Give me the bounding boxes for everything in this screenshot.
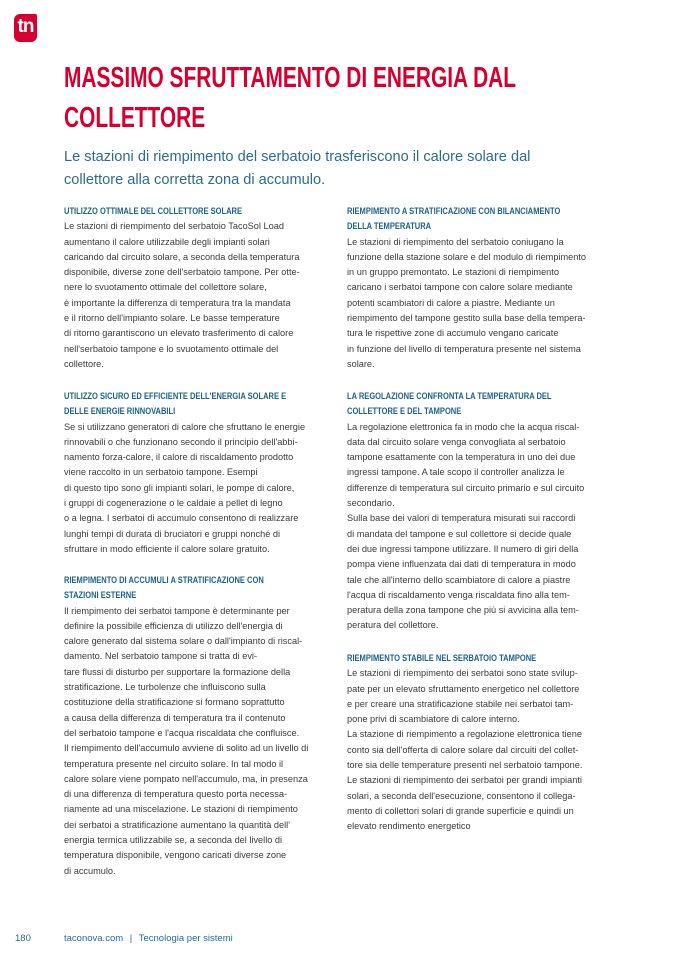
body-text-line: sfruttare in modo efficiente il calore solare gratuito. xyxy=(64,543,270,554)
body-text-line: conto sia dell'offerta di calore solare dal circuiti del collet- xyxy=(347,744,579,755)
body-text-line: temperatura presente nel circuito solare. In tal modo il xyxy=(64,758,284,769)
body-text-line: di mandata del tampone e sul collettore si decide quale xyxy=(347,528,572,539)
body-text-line: stratificazione. Le turbolenze che influiscono sulla xyxy=(64,682,266,693)
body-text-line: La stazione di riempimento a regolazione elettronica tiene xyxy=(347,729,582,740)
body-text-line: o a legna. I serbatoi di accumulo consentono di realizzare xyxy=(64,513,299,524)
body-text-line: tura le rispettive zone di accumulo vengano caricate xyxy=(347,328,559,339)
body-text-line: elevato rendimento energetico xyxy=(347,821,471,832)
body-text-line: riempimento del tampone gestito sulla base della tempera- xyxy=(347,313,586,324)
section-accumuli-stratificazione xyxy=(64,573,344,879)
section-heading xyxy=(64,404,344,419)
section-heading xyxy=(347,219,627,234)
section-heading xyxy=(347,389,627,404)
section-heading xyxy=(347,651,627,666)
body-text-line: solare. xyxy=(347,358,375,369)
body-text-line: in funzione del livello di temperatura presente nel sistema xyxy=(347,343,581,354)
section-heading-line: DELLA TEMPERATURA xyxy=(347,221,432,232)
body-text-line: di una differenza di temperatura questo porta necessa- xyxy=(64,789,288,800)
section-heading-line: DELLE ENERGIE RINNOVABILI xyxy=(64,406,176,417)
body-text-line: Le stazioni di riempimento del serbatoio coniugano la xyxy=(347,236,564,247)
body-text-line: a causa della differenza di temperatura tra il contenuto xyxy=(64,712,286,723)
body-text-line: calore generato dal sistema solare o dall'impianto di riscal- xyxy=(64,636,303,647)
section-utilizzo-ottimale xyxy=(64,204,344,372)
body-text-line: mento di collettori solari di grande superficie e quindi un xyxy=(347,805,574,816)
body-text-line: caricano i serbatoi tampone con calore solare mediante xyxy=(347,282,573,293)
body-text-line: del serbatoio tampone e l'acqua riscaldata che confluisce. xyxy=(64,727,300,738)
body-text-line: La regolazione elettronica fa in modo che la acqua riscal- xyxy=(347,421,580,432)
body-text-line: ingressi tampone. A tale scopo il controller analizza le xyxy=(347,467,565,478)
body-text-line: nell'serbatoio tampone e lo svuotamento ottimale del xyxy=(64,343,279,354)
body-text-line: è importante la differenza di temperatura tra la mandata xyxy=(64,297,291,308)
section-heading-line: UTILIZZO SICURO ED EFFICIENTE DELL'ENERGIA SOLARE E xyxy=(64,391,287,401)
logo-text: tn xyxy=(17,16,34,37)
body-text-line: data dal circuito solare venga convogliata al serbatoio xyxy=(347,436,566,447)
body-text-line: disponibile, diverse zone dell'serbatoio tampone. Per otte- xyxy=(64,267,300,278)
body-text-line: i gruppi di cogenerazione o le caldaie a pellet di legno xyxy=(64,498,283,509)
body-text-line: viene raccolto in un serbatoio tampone. Esempi xyxy=(64,467,258,478)
body-text-line: energia termica utilizzabile se, a seconda del livello di xyxy=(64,835,283,846)
section-regolazione xyxy=(347,389,627,634)
footer-separator: | xyxy=(129,933,133,944)
body-text-line: pompa viene influenzata dai dati di temperatura in modo xyxy=(347,559,576,570)
section-heading xyxy=(347,204,627,219)
body-text-line: dei due ingressi tampone utilizzare. Il numero di giri della xyxy=(347,543,579,554)
section-heading-line: LA REGOLAZIONE CONFRONTA LA TEMPERATURA DEL xyxy=(347,391,552,401)
subtitle-line: collettore alla corretta zona di accumulo. xyxy=(64,172,326,188)
body-text-line: Le stazioni di riempimento dei serbatoi sono state svilup- xyxy=(347,668,578,679)
body-text-line: namento forza-calore, il calore di riscaldamento prodotto xyxy=(64,452,294,463)
body-text-line: in un gruppo premontato. Le stazioni di riempimento xyxy=(347,267,559,278)
body-text-line: potenti scambiatori di calore a piastre. Mediante un xyxy=(347,297,555,308)
body-text-line: lunghi tempi di durata di bruciatori e gruppi nonché di xyxy=(64,528,281,539)
page-title xyxy=(64,58,677,138)
body-text-line: calore solare viene pompato nell'accumulo, ma, in presenza xyxy=(64,773,308,784)
body-text-line: e il ritorno dell'impianto solare. Le basse temperature xyxy=(64,313,280,324)
body-text-line: rinnovabili o che funzionano secondo il principio dell'abbi- xyxy=(64,436,298,447)
body-text-line: Se si utilizzano generatori di calore che sfruttano le energie xyxy=(64,421,306,432)
page-number: 180 xyxy=(15,933,31,944)
body-text-line: tore sia delle temperature presenti nel serbatoio tampone. xyxy=(347,760,583,771)
body-text-line: peratura della zona tampone che più si avvicina alla tem- xyxy=(347,605,579,616)
page-subtitle xyxy=(64,146,530,192)
section-heading xyxy=(64,389,344,404)
body-text-line: tampone esattamente con la temperatura in uno dei due xyxy=(347,452,576,463)
body-text-line: differenze di temperatura sul circuito primario e sul circuito xyxy=(347,482,585,493)
body-text-line: di questo tipo sono gli impianti solari, le pompe di calore, xyxy=(64,482,295,493)
body-text-line: Il riempimento dell'accumulo avviene di solito ad un livello di xyxy=(64,743,309,754)
body-text-line: peratura del collettore. xyxy=(347,620,439,631)
section-heading-line: RIEMPIMENTO DI ACCUMULI A STRATIFICAZIONE CON xyxy=(64,575,264,585)
title-line: COLLETTORE xyxy=(64,102,206,134)
subtitle-line: Le stazioni di riempimento del serbatoio trasferiscono il calore solare dal xyxy=(64,149,531,165)
body-text-line: costituzione della stratificazione si formano soprattutto xyxy=(64,697,285,708)
body-text-line: aumentano il calore utilizzabile degli impianti solari xyxy=(64,236,270,247)
body-text-line: Le stazioni di riempimento dei serbatoi per grandi impianti xyxy=(347,775,582,786)
footer-site-link[interactable]: taconova.com xyxy=(64,933,124,944)
section-heading-line: UTILIZZO OTTIMALE DEL COLLETTORE SOLARE xyxy=(64,206,243,216)
footer-tagline: Tecnologia per sistemi xyxy=(138,933,233,944)
section-heading-line: STAZIONI ESTERNE xyxy=(64,590,137,601)
body-text-line: funzione della stazione solare e del modulo di riempimento xyxy=(347,251,587,262)
section-heading-line: RIEMPIMENTO A STRATIFICAZIONE CON BILANCIAMENTO xyxy=(347,206,561,216)
body-text-line: definire la possibile efficienza di utilizzo dell'energia di xyxy=(64,620,283,631)
body-text-line: tale che all'interno dello scambiatore di calore a piastre xyxy=(347,574,571,585)
body-text-line: pone privi di scambiatore di calore interno. xyxy=(347,714,520,725)
section-heading xyxy=(64,573,344,588)
body-text-line: dei serbatoi a stratificazione aumentano la quantità dell' xyxy=(64,819,290,830)
body-text-line: di ritorno garantiscono un elevato trasferimento di calore xyxy=(64,328,294,339)
section-utilizzo-sicuro xyxy=(64,389,344,557)
section-bilanciamento-temperatura xyxy=(347,204,627,372)
body-text-line: solari, a seconda dell'esecuzione, consentono il collega- xyxy=(347,790,576,801)
body-text-line: nere lo svuotamento ottimale del collettore solare, xyxy=(64,282,267,293)
body-text-line: Le stazioni di riempimento del serbatoio TacoSol Load xyxy=(64,221,284,232)
body-text-line: caricando dal circuito solare, a seconda della temperatura xyxy=(64,251,300,262)
body-text-line: damento. Nel serbatoio tampone si tratta di evi- xyxy=(64,651,258,662)
body-text-line: di accumulo. xyxy=(64,865,116,876)
body-text-line: collettore. xyxy=(64,358,104,369)
section-heading-line: RIEMPIMENTO STABILE NEL SERBATOIO TAMPONE xyxy=(347,653,537,663)
title-line: MASSIMO SFRUTTAMENTO DI ENERGIA DAL xyxy=(64,62,517,94)
footer-text xyxy=(64,933,233,944)
body-text-line: Sulla base dei valori di temperatura misurati sui raccordi xyxy=(347,513,576,524)
section-heading xyxy=(64,588,344,603)
section-heading xyxy=(347,404,627,419)
body-text-line: temperatura disponibile, vengono caricati diverse zone xyxy=(64,850,287,861)
body-text-line: secondario. xyxy=(347,498,395,509)
body-text-line: pate per un elevato sfruttamento energetico nel collettore xyxy=(347,683,580,694)
body-text-line: e per creare una stratificazione stabile nei serbatoi tam- xyxy=(347,698,574,709)
taconova-logo xyxy=(14,14,37,42)
body-text-line: tare flussi di disturbo per supportare la formazione della xyxy=(64,666,291,677)
body-text-line: riamente ad una miscelazione. Le stazioni di riempimento xyxy=(64,804,298,815)
section-heading xyxy=(64,204,344,219)
body-text-line: l'acqua di riscaldamento venga riscaldata fino alla tem- xyxy=(347,589,570,600)
body-text-line: Il riempimento dei serbatoi tampone è determinante per xyxy=(64,605,290,616)
section-heading-line: COLLETTORE E DEL TAMPONE xyxy=(347,406,462,417)
section-riempimento-stabile xyxy=(347,651,627,835)
